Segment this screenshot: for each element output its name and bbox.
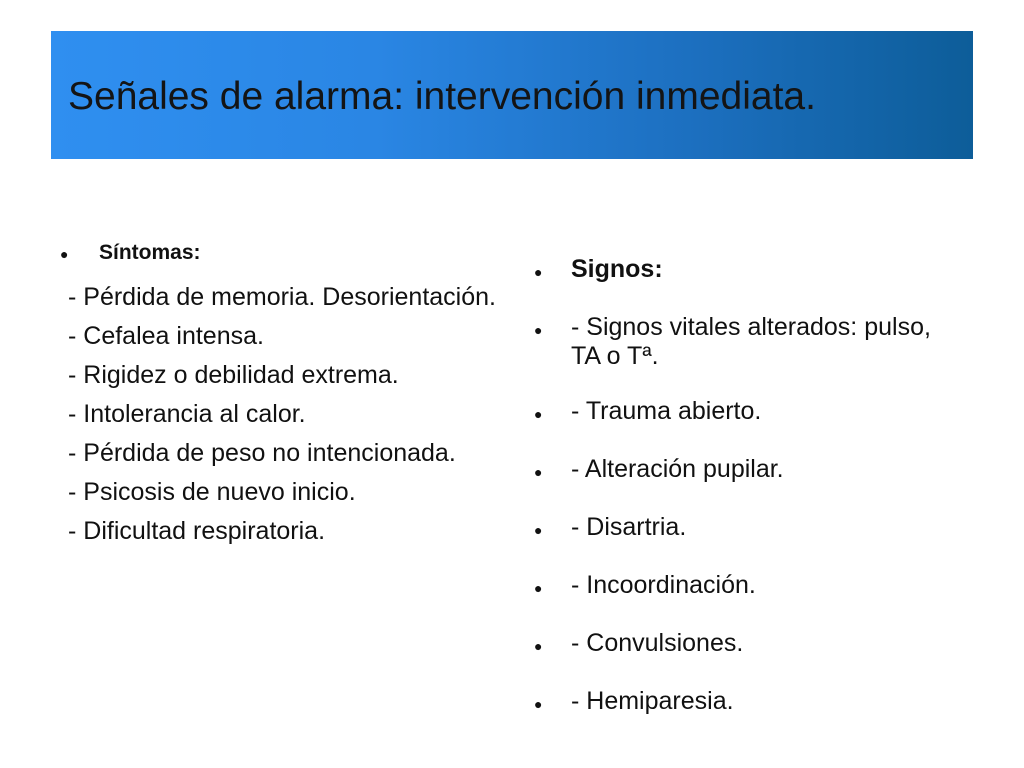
sign-item-text: - Alteración pupilar.: [571, 455, 784, 483]
signs-column: [534, 255, 954, 745]
signs-heading-row: [534, 255, 954, 287]
title-bar: [51, 31, 973, 159]
sign-item: [534, 455, 954, 487]
sign-item: [534, 687, 954, 719]
symptom-item: - Pérdida de memoria. Desorientación.: [68, 283, 496, 311]
symptom-item: - Pérdida de peso no intencionada.: [68, 439, 456, 467]
sign-item: [534, 397, 954, 429]
bullet-icon: ●: [534, 406, 543, 422]
symptom-item: - Intolerancia al calor.: [68, 400, 306, 428]
bullet-icon: ●: [534, 638, 543, 654]
sign-item: [534, 313, 954, 371]
symptom-item: - Dificultad respiratoria.: [68, 517, 326, 545]
bullet-icon: ●: [534, 696, 543, 712]
slide-title: Señales de alarma: intervención inmediata.: [68, 75, 816, 118]
symptom-item: - Psicosis de nuevo inicio.: [68, 478, 356, 506]
bullet-icon: ●: [60, 246, 69, 262]
symptom-item: - Rigidez o debilidad extrema.: [68, 361, 399, 389]
sign-item: [534, 629, 954, 661]
bullet-icon: ●: [534, 264, 543, 280]
bullet-icon: ●: [534, 580, 543, 596]
bullet-icon: ●: [534, 522, 543, 538]
sign-item-text: - Convulsiones.: [571, 629, 744, 657]
sign-item-text: - Trauma abierto.: [571, 397, 762, 425]
symptoms-heading: Síntomas:: [99, 241, 201, 264]
sign-item-text: - Signos vitales alterados: pulso, TA o Tª.: [571, 313, 931, 370]
sign-item-text: - Incoordinación.: [571, 571, 756, 599]
symptom-item: - Cefalea intensa.: [68, 322, 264, 350]
sign-item: [534, 571, 954, 603]
symptoms-column: [60, 238, 500, 546]
bullet-icon: ●: [534, 464, 543, 480]
sign-item-text: - Hemiparesia.: [571, 687, 734, 715]
bullet-icon: ●: [534, 322, 543, 338]
symptoms-heading-row: [60, 238, 500, 269]
signs-heading: Signos:: [571, 255, 663, 283]
sign-item-text: - Disartria.: [571, 513, 687, 541]
sign-item: [534, 513, 954, 545]
